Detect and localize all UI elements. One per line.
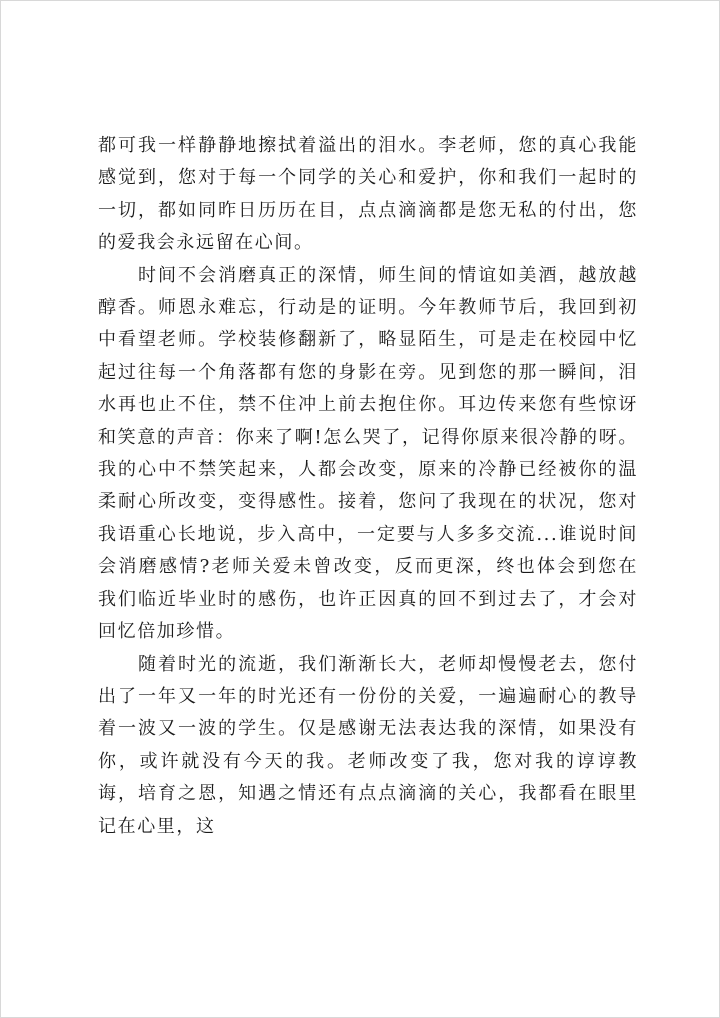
document-body	[98, 130, 638, 843]
paragraph-1: 都可我一样静静地擦拭着溢出的泪水。李老师，您的真心我能感觉到，您对于每一个同学的关心和爱护，你和我们一起时的一切，都如同昨日历历在目，点点滴滴都是您无私的付出，您的爱我会永远留在心间。	[98, 135, 638, 254]
paragraph-2: 时间不会消磨真正的深情，师生间的情谊如美酒，越放越醇香。师恩永难忘，行动是的证明。今年教师节后，我回到初中看望老师。学校装修翻新了，略显陌生，可是走在校园中忆起过往每一个角落都有您的身影在旁。见到您的那一瞬间，泪水再也止不住，禁不住冲上前去抱住你。耳边传来您有些惊讶和笑意的声音：你来了啊!怎么哭了，记得你原来很冷静的呀。我的心中不禁笑起来，人都会改变，原来的冷静已经被你的温柔耐心所改变，变得感性。接着，您问了我现在的状况，您对我语重心长地说，步入高中，一定要与人多多交流...谁说时间会消磨感情?老师关爱未曾改变，反而更深，终也体会到您在我们临近毕业时的感伤，也许正因真的回不到过去了，才会对回忆倍加珍惜。	[98, 264, 638, 643]
paragraph-3: 随着时光的流逝，我们渐渐长大，老师却慢慢老去，您付出了一年又一年的时光还有一份份的关爱，一遍遍耐心的教导着一波又一波的学生。仅是感谢无法表达我的深情，如果没有你，或许就没有今天的我。老师改变了我，您对我的谆谆教诲，培育之恩，知遇之情还有点点滴滴的关心，我都看在眼里记在心里，这	[98, 653, 638, 837]
